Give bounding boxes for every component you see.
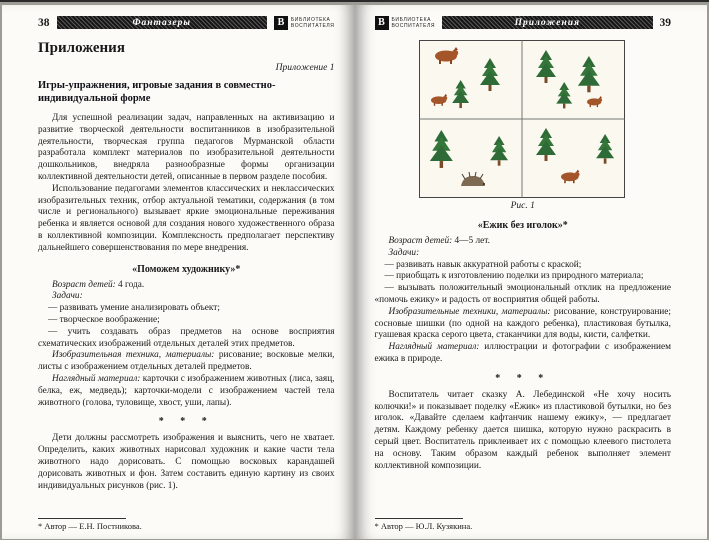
activity-title: «Поможем художнику»* [132,263,241,275]
task-item: — приобщать к изготовлению поделки из природного материала; [384,271,644,282]
task-item: — развивать умение анализировать объект; [48,303,220,314]
age-value: 4 года. [115,279,145,290]
page-number-left: 38 [38,16,50,29]
intro-paragraph: Для успешной реализации задач, направленных на активизацию и развитие творческой деятельности воспитанников в изобразительной деятельности, творческая группа педагогов Мурманской области разработала комплект материалов по изобразительной деятельности дошкольников, внедряла разнообразные формы организации коллективной деятельности детей, описанные в первом разделе пособия. [38,113,335,182]
publisher-logo-icon: В [274,16,288,30]
figure-children-drawing [419,40,625,198]
logo-line1: БИБЛИОТЕКА [290,16,331,23]
right-header-band [442,16,652,29]
age-label: Возраст детей: [52,279,116,290]
logo-line2: ВОСПИТАТЕЛЯ [290,22,335,29]
technique-text: рисование, конструирование; сосновые шишки (по одной на каждого ребенка), пластиковая бутылка, гуашевая краска серого цвета, стаканчики для воды, кисти, салфетки. [374,306,671,341]
material-paragraph [38,374,335,409]
tasks-label: Задачи: [52,291,83,302]
stars-separator: * * * [495,372,551,384]
tasks-label-line [38,291,335,303]
stars-separator: * * * [158,416,214,428]
right-page-header [375,15,672,30]
material-paragraph [375,342,672,366]
description-paragraph: Воспитатель читает сказку А. Лебединской «Не хочу носить колючки!» и показывает поделку «Ежик» из пластиковой бутылки, но без иголок. «Давайте сделаем кафтанчик нашему ежику», — предлагает детям. Каждому ребенку дается шишка, которую нужно раскрасить в серый цвет. Воспитатель приклеивает их с помощью клеевого пистолета на основу. Таким образом каждый ребенок выполняет элемент коллективной композиции. [374,389,671,471]
logo-line1: БИБЛИОТЕКА [391,16,432,23]
publisher-logo-right [375,16,436,30]
tasks-label: Задачи: [388,247,420,258]
technique-paragraph [38,350,335,374]
age-label: Возраст детей: [388,236,453,246]
logo-line2: ВОСПИТАТЕЛЯ [391,22,436,29]
page-number-right: 39 [659,16,671,29]
tasks-label-line [375,248,672,260]
footnote-left: * Автор — Е.Н. Постникова. [38,518,250,531]
task-item: — вызывать положительный эмоциональный отклик на предложение «помочь ежику» и радость от восприятия общей работы. [374,283,671,305]
age-line [38,280,335,292]
footnote-right: * Автор — Ю.Л. Кузякина. [375,518,587,531]
task-item: — учить создавать образ предметов на основе восприятия схематических изображений отдельных деталей этих предметов. [38,326,335,349]
page-right [355,5,708,539]
intro-paragraph: Использование педагогами элементов классических и неклассических изобразительных техник, отбор актуальной тематики, содержания (в том числе и регионального) вызывает яркие эмоциональные переживания ребенка и является основой для создания нового художественного образа в коллективной композиции. Комплексность предполагает перспективу дальнейшего совершенствования по мере внедрения. [38,183,335,253]
section-heading: Игры-упражнения, игровые задания в совместно-индивидуальной форме [38,80,276,104]
publisher-logo-left [274,16,335,30]
age-value: 4—5 лет. [452,236,490,246]
left-band-title: Фантазеры [132,17,191,28]
technique-text: рисование; восковые мелки, листы с изображением отдельных деталей предметов. [38,350,335,373]
figure-caption: Рис. 1 [510,201,535,211]
material-text: иллюстрации и фотографии с изображением ежика в природе. [374,342,672,364]
figure-1 [419,40,627,211]
material-text: карточки с изображением животных (лиса, заяц, белка, еж, медведь); карточки-модели с изображением частей тела животного (голова, туловище, хвост, уши, лапы). [38,373,335,408]
page-left [2,5,355,539]
technique-label: Изобразительные техники, материалы: [388,306,551,317]
task-item: — развивать навык аккуратной работы с краской; [384,259,582,270]
technique-label: Изобразительная техника, материалы: [52,350,215,361]
material-label: Наглядный материал: [52,373,141,384]
left-page-header [38,15,335,30]
activity-title: «Ежик без иголок»* [477,220,568,231]
right-band-title: Приложения [514,17,580,28]
appendix-note: Приложение 1 [275,63,335,73]
technique-paragraph [375,307,672,342]
page-title: Приложения [38,40,125,56]
left-header-band [57,16,267,29]
material-label: Наглядный материал: [388,342,480,353]
age-line [375,236,672,248]
task-item: — творческое воображение; [48,314,160,325]
publisher-logo-icon: В [375,16,389,30]
description-paragraph: Дети должны рассмотреть изображения и выяснить, чего не хватает. Определить, каких животных нарисовал художник и какие части тела животного надо дорисовать. С помощью восковых карандашей дорисовать животных и фон. Затем составить единую картину из своих индивидуальных рисунков (рис. 1). [38,433,335,491]
